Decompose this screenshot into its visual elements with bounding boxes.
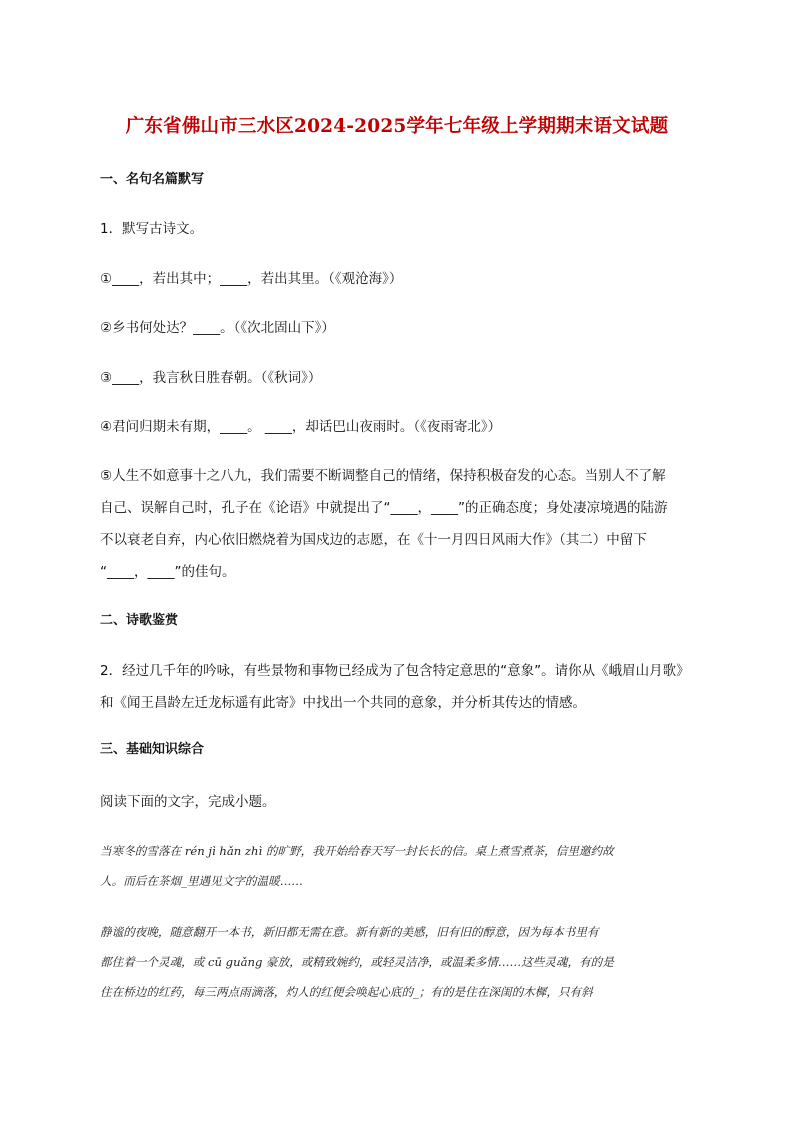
question-1-item-5 [100, 460, 698, 588]
section-heading-3: 三、基础知识综合 [100, 742, 205, 757]
text-line: 和《闻王昌龄左迁龙标遥有此寄》中找出一个共同的意象，并分析其传达的情感。 [100, 695, 586, 711]
text-line: 2．经过几千年的吟咏，有些景物和事物已经成为了包含特定意思的“意象”。请你从《峨眉山月歌》 [100, 663, 690, 679]
page-title: 广东省佛山市三水区2024-2025学年七年级上学期期末语文试题 [125, 116, 669, 137]
text-line: 住在桥边的红药，每三两点雨滴落，灼人的红便会唤起心底的_；有的是住在深闺的木樨，只有斜 [100, 985, 593, 999]
text-line: 静谧的夜晚，随意翻开一本书，新旧都无需在意。新有新的美感，旧有旧的醇意，因为每本书里有 [100, 925, 599, 939]
text-line: ⑤人生不如意事十之八九，我们需要不断调整自己的情绪，保持积极奋发的心态。当别人不了解 [100, 468, 666, 484]
text-line: 当寒冬的雪落在 rén jì hǎn zhì 的旷野，我开始给春天写一封长长的信。桌上煮雪煮茶，信里邀约故 [100, 844, 614, 858]
question-1-item-3: ③____，我言秋日胜春朝。（《秋词》） [100, 370, 322, 386]
text-line: 都住着一个灵魂，或 cū guǎng 豪放，或精致婉约，或轻灵洁净，或温柔多情……这些灵魂，有的是 [100, 955, 614, 969]
text-line: 自己、误解自己时，孔子在《论语》中就提出了“____，____”的正确态度；身处凄凉境遇的陆游 [100, 500, 668, 516]
question-2 [100, 655, 698, 719]
text-line: 人。而后在茶烟_里遇见文字的温暖…… [100, 874, 303, 888]
section-heading-1: 一、名句名篇默写 [100, 172, 205, 187]
text-line: “____，____”的佳句。 [100, 564, 236, 580]
question-3-intro: 阅读下面的文字，完成小题。 [100, 794, 276, 810]
reading-passage-1 [100, 836, 700, 896]
section-heading-2: 二、诗歌鉴赏 [100, 613, 179, 628]
question-1-item-1: ①____，若出其中；____，若出其里。（《观沧海》） [100, 271, 403, 287]
question-1-item-2: ②乡书何处达？____。（《次北固山下》） [100, 320, 335, 336]
question-1-item-4: ④君问归期未有期，____。 ____，却话巴山夜雨时。（《夜雨寄北》） [100, 419, 502, 435]
reading-passage-2 [100, 917, 700, 1007]
question-1-stem: 1．默写古诗文。 [100, 221, 204, 237]
text-line: 不以衰老自弃，内心依旧燃烧着为国戍边的志愿，在《十一月四日风雨大作》（其二）中留下 [100, 532, 647, 548]
